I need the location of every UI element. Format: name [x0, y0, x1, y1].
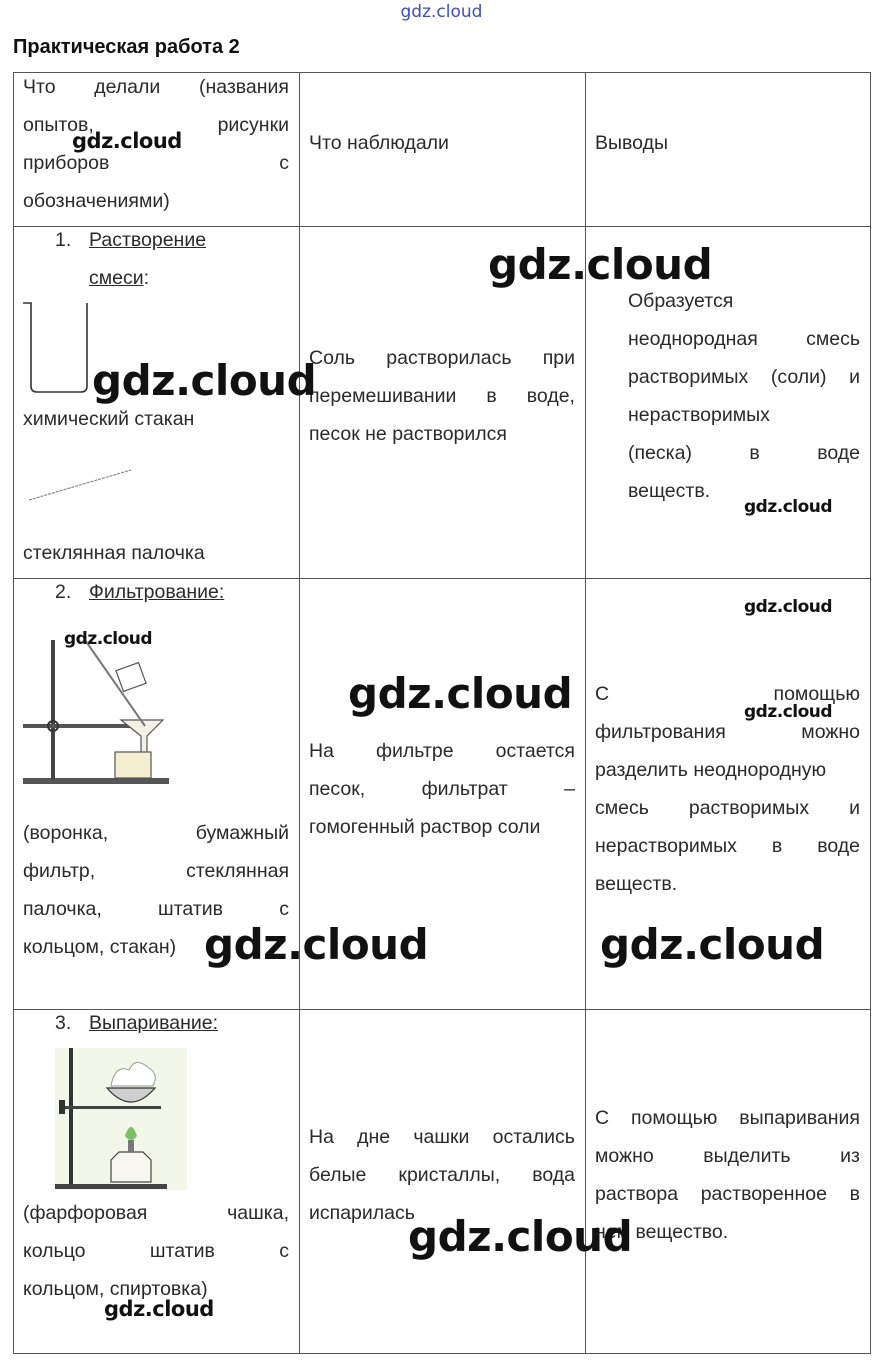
row1-equipment-rod: стеклянная палочка [23, 542, 205, 564]
word: приборов [23, 152, 110, 174]
column-divider [299, 72, 300, 1354]
page-title: Практическая работа 2 [13, 36, 240, 58]
word: Соль [309, 347, 356, 369]
row2-equipment-line: кольцом, стакан) [23, 936, 177, 958]
watermark-text: gdz.cloud [64, 629, 153, 649]
word: с [279, 1240, 289, 1262]
word: перемешивании [309, 385, 457, 407]
row2-observed-line [309, 770, 575, 808]
watermark-text: gdz.cloud [348, 669, 573, 718]
watermark-text: gdz.cloud [744, 597, 833, 617]
word: растворенное [700, 1183, 827, 1205]
word: в [849, 1183, 860, 1205]
row2-observed [309, 732, 575, 846]
row1-observed [309, 339, 575, 453]
word: бумажный [195, 822, 289, 844]
header-observed: Что наблюдали [309, 132, 449, 154]
word: делали [94, 76, 161, 98]
glass-rod-drawing [27, 464, 137, 504]
row-divider [13, 1353, 871, 1354]
word: раствора [595, 1183, 679, 1205]
row3-equipment-line: кольцом, спиртовка) [23, 1278, 208, 1300]
beaker-drawing [21, 298, 95, 398]
watermark-text: gdz.cloud [744, 497, 833, 517]
row3-observed-line [309, 1156, 575, 1194]
row1-observed-line [309, 339, 575, 377]
word: воде [817, 442, 860, 464]
row1-conclusion-line: веществ. [628, 480, 711, 502]
row1-conclusion-line: нерастворимых [628, 404, 770, 426]
row1-experiment-name: Растворение [89, 229, 207, 251]
row3-experiment-name: Выпаривание: [89, 1012, 219, 1034]
filtration-setup-drawing [23, 630, 183, 790]
watermark-text: gdz.cloud [104, 1297, 214, 1321]
header-line-4: обозначениями) [23, 190, 170, 212]
word: из [840, 1145, 860, 1167]
word: С [595, 683, 610, 705]
row2-conclusion-line [595, 827, 860, 865]
row2-observed-line [309, 732, 575, 770]
row3-equipment-line [23, 1194, 289, 1232]
word: вода [532, 1164, 575, 1186]
row3-conclusion-line [595, 1137, 860, 1175]
word: в [771, 835, 783, 857]
row2-number: 2. [55, 581, 72, 603]
word: кристаллы, [398, 1164, 501, 1186]
row2-experiment-name: Фильтрование: [89, 581, 225, 603]
word: помощью [630, 1107, 718, 1129]
watermark-text: gdz.cloud [408, 1212, 633, 1261]
row1-number: 1. [55, 229, 72, 251]
word: палочка, [23, 898, 102, 920]
word: помощью [773, 683, 860, 705]
row2-equipment-line [23, 814, 289, 852]
word: и [849, 366, 860, 388]
word: чашка, [227, 1202, 289, 1224]
row1-conclusion-line [628, 358, 860, 396]
word: белые [309, 1164, 367, 1186]
word: в [486, 385, 497, 407]
evaporation-setup-drawing [55, 1048, 187, 1190]
row3-conclusion-line: нем вещество. [595, 1221, 729, 1243]
watermark-text: gdz.cloud [72, 129, 182, 153]
word: остались [492, 1126, 575, 1148]
watermark-text: gdz.cloud [92, 356, 317, 405]
word: Что [23, 76, 56, 98]
word: с [279, 898, 289, 920]
word: штатив [149, 1240, 215, 1262]
watermark-text: gdz.cloud [204, 920, 429, 969]
watermark-text: gdz.cloud [744, 702, 833, 722]
table-border [870, 72, 871, 1354]
table-border [13, 72, 14, 1354]
word: фильтрат [421, 778, 508, 800]
word: – [564, 778, 575, 800]
header-conclusions: Выводы [595, 132, 668, 154]
word: (песка) [628, 442, 692, 464]
row1-conclusion-line [628, 320, 860, 358]
row1-observed-line [309, 377, 575, 415]
row2-observed-line: гомогенный раствор соли [309, 816, 541, 838]
word: На [309, 740, 334, 762]
word: (воронка, [23, 822, 109, 844]
word: (названия [198, 76, 289, 98]
word: стеклянная [186, 860, 289, 882]
word: неоднородная [628, 328, 758, 350]
word: остается [495, 740, 575, 762]
row3-observed-line [309, 1118, 575, 1156]
word: рисунки [217, 114, 289, 136]
word: при [542, 347, 575, 369]
row3-equipment [23, 1194, 289, 1308]
row2-equipment-line [23, 852, 289, 890]
row2-conclusion-line: разделить неоднородную [595, 759, 827, 781]
row3-equipment-line [23, 1232, 289, 1270]
word: фильтрования [595, 721, 726, 743]
word: (фарфоровая [23, 1202, 148, 1224]
word: нерастворимых [595, 835, 737, 857]
top-watermark: gdz.cloud [400, 2, 483, 22]
row1-conclusion-line [628, 434, 860, 472]
word: опытов, [23, 114, 94, 136]
word: воде, [526, 385, 575, 407]
word: воде [817, 835, 860, 857]
word: штатив [158, 898, 224, 920]
row1-equipment-beaker: химический стакан [23, 408, 195, 430]
row1-conclusion [628, 282, 860, 510]
word: можно [801, 721, 860, 743]
word: смесь [806, 328, 860, 350]
word: песок, [309, 778, 366, 800]
row1-experiment-name-2: смеси: [89, 267, 150, 289]
row3-conclusion-line [595, 1099, 860, 1137]
word: На [309, 1126, 334, 1148]
word: смесь [595, 797, 649, 819]
word: можно [595, 1145, 654, 1167]
watermark-text: gdz.cloud [600, 920, 825, 969]
header-line-1 [23, 68, 289, 106]
word: в [749, 442, 760, 464]
word: растворилась [386, 347, 512, 369]
word: дне [357, 1126, 391, 1148]
row3-observed-line: испарилась [309, 1202, 415, 1224]
word: фильтр, [23, 860, 96, 882]
word: кольцо [23, 1240, 86, 1262]
word: С [595, 1107, 610, 1129]
word: и [849, 797, 860, 819]
watermark-text: gdz.cloud [488, 240, 713, 289]
row3-conclusion [595, 1099, 860, 1251]
row2-conclusion-line [595, 789, 860, 827]
word: фильтре [375, 740, 454, 762]
word: чашки [413, 1126, 470, 1148]
row2-conclusion-line: веществ. [595, 873, 678, 895]
word: (соли) [770, 366, 827, 388]
word: с [279, 152, 289, 174]
word: выпаривания [739, 1107, 860, 1129]
word: растворимых [628, 366, 749, 388]
word: растворимых [688, 797, 810, 819]
word: выделить [703, 1145, 791, 1167]
row3-conclusion-line [595, 1175, 860, 1213]
row1-observed-line: песок не растворился [309, 423, 507, 445]
row1-conclusion-line: Образуется [628, 290, 734, 312]
row3-number: 3. [55, 1012, 72, 1034]
